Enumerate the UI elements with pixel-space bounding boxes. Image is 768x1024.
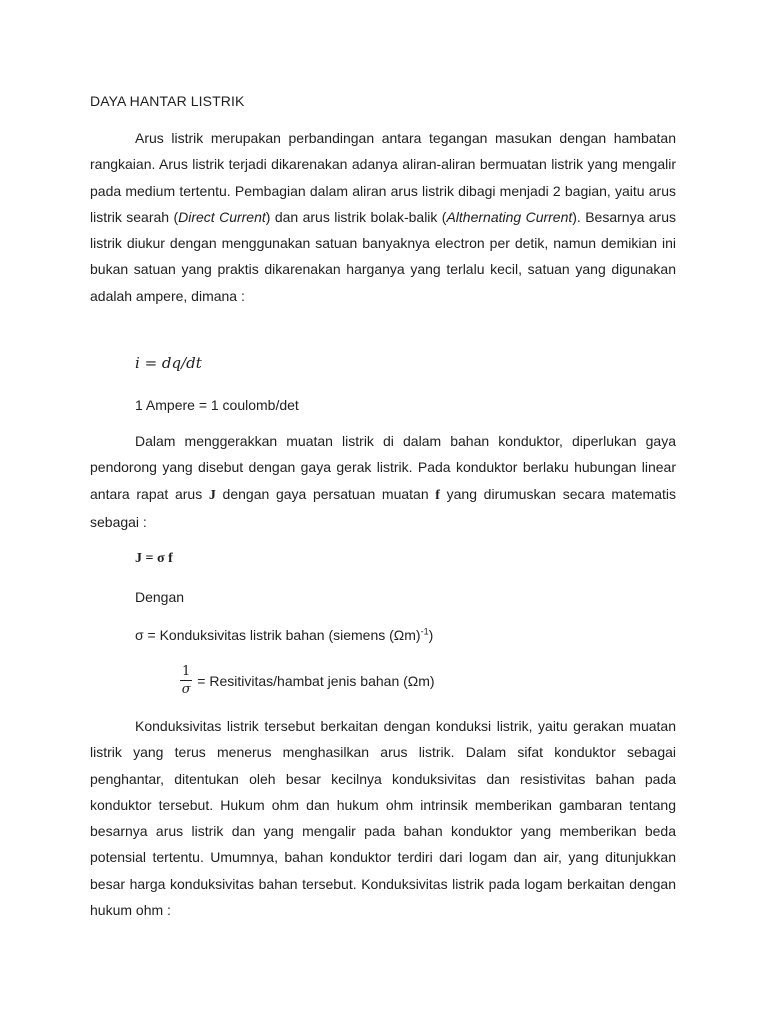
equation-ohm-intrinsic: J = σ f: [135, 551, 173, 566]
fraction-denominator: σ: [181, 682, 191, 697]
paragraph-text: ) dan arus listrik bolak-balik (: [265, 208, 447, 225]
italic-term-direct-current: Direct Current: [178, 208, 266, 225]
paragraph-text: Dalam menggerakkan muatan listrik di dalam bahan konduktor, diperlukan gaya pendorong yang disebut dengan gaya gerak listrik. Pada konduktor berlaku hubungan linear antara rapat arus: [90, 433, 676, 502]
fraction-numerator: 1: [182, 664, 191, 679]
paragraph-conductivity: Konduksivitas listrik tersebut berkaitan dengan konduksi listrik, yaitu gerakan muatan listrik yang terus menerus menghasilkan arus listrik. Dalam sifat konduktor sebagai penghantar, ditentukan oleh besar kecilnya konduksivitas dan resistivitas bahan pada konduktor tersebut. Hukum ohm dan hukum ohm intrinsik memberikan gambaran tentang besarnya arus listrik dan yang mengalir pada bahan konduktor yang memberikan beda potensial tertentu. Umumnya, bahan konduktor terdiri dari logam dan air, yang ditunjukkan besar harga konduksivitas bahan tersebut. Konduksivitas listrik pada logam berkaitan dengan hukum ohm :: [90, 718, 676, 919]
paragraph-text: ). Besarnya arus listrik diukur dengan menggunakan satuan banyaknya electron per detik, namun demikian ini bukan satuan yang praktis dikarenakan harganya yang terlalu kecil, satuan yang digunakan adalah ampere, dimana :: [90, 208, 676, 304]
sigma-definition: [135, 627, 433, 643]
closing-parenthesis: ): [428, 627, 434, 643]
paragraph-electric-current: [90, 125, 676, 309]
paragraph-text: yang dirumuskan secara matematis sebagai :: [90, 485, 676, 530]
superscript-exponent: -1: [420, 626, 429, 637]
symbol-f: f: [435, 487, 440, 503]
fraction-one-over-sigma: [180, 665, 192, 697]
italic-term-alternating-current: Althernating Current: [446, 208, 573, 225]
document-title: DAYA HANTAR LISTRIK: [90, 93, 245, 109]
resistivity-definition-text: = Resitivitas/hambat jenis bahan (Ωm): [197, 673, 435, 689]
equation-current: i = dq/dt: [135, 354, 202, 372]
sigma-definition-text: σ = Konduksivitas listrik bahan (siemens (Ωm): [135, 627, 421, 643]
paragraph-text: dengan gaya persatuan muatan: [215, 485, 436, 502]
dengan-label: Dengan: [135, 589, 185, 605]
paragraph-driving-force: [90, 428, 676, 535]
ampere-definition: 1 Ampere = 1 coulomb/det: [135, 397, 299, 413]
paragraph-text: Arus listrik merupakan perbandingan antara tegangan masukan dengan hambatan rangkaian. Arus listrik terjadi dikarenakan adanya aliran-aliran bermuatan listrik yang mengalir pada medium tertentu. Pembagian dalam aliran arus listrik dibagi menjadi 2 bagian, yaitu arus listrik searah (: [90, 130, 676, 225]
symbol-j: J: [208, 487, 216, 503]
resistivity-definition: [180, 661, 435, 701]
